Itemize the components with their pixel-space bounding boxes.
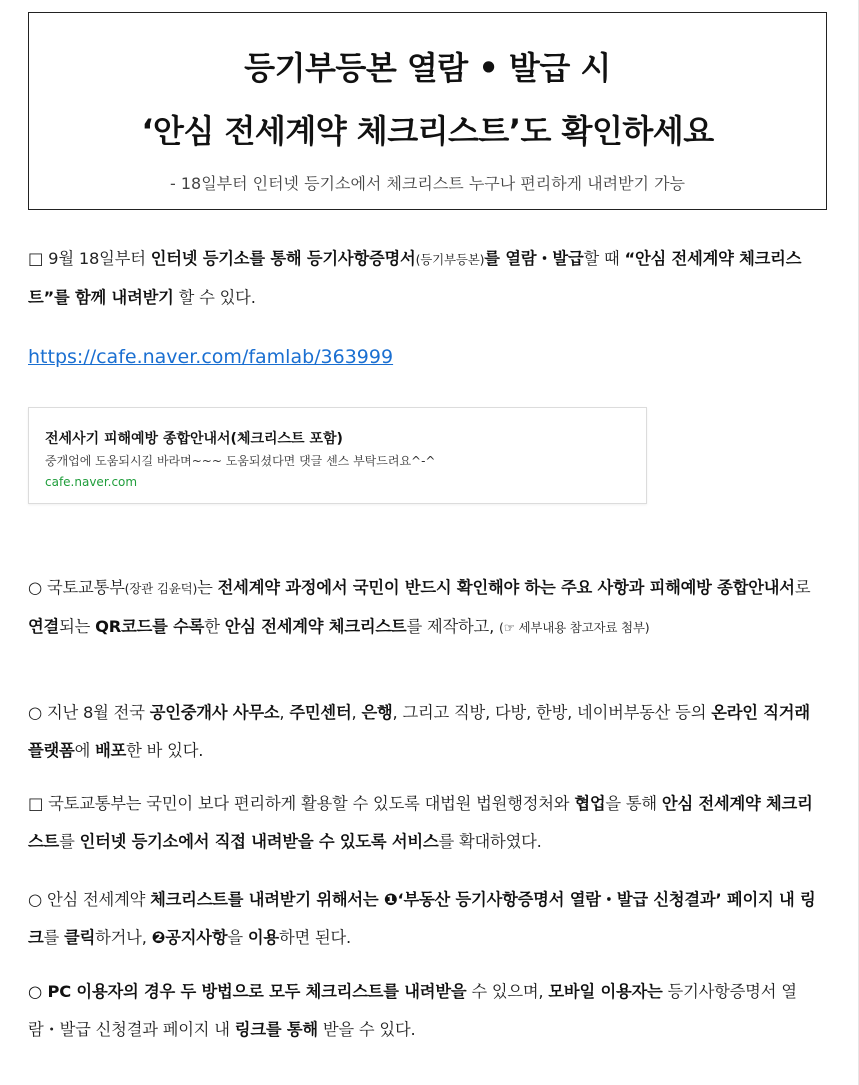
p6-bold-3: 링크를 통해 [234,1020,318,1039]
p5-text-1: ○ 안심 전세계약 [28,890,151,909]
intro-small-1: (등기부등본) [415,252,485,267]
p4-text-1: □ 국토교통부는 국민이 보다 편리하게 활용할 수 있도록 대법원 법원행정처와 [28,794,575,813]
p5-text-5: 하면 된다. [278,928,351,947]
p6-text-1: 수 있으며, [466,982,549,1001]
headline-box [28,12,827,210]
p3-bold-3: 은행 [361,703,393,722]
intro-paragraph [28,240,828,317]
p3-text-4: , 그리고 직방, 다방, 한방, 네이버부동산 등의 [392,703,712,722]
p3-text-1: ○ 지난 8월 전국 [28,703,150,722]
p2-text-5: 한 [204,617,225,636]
headline-line-2: ‘안심 전세계약 체크리스트’도 확인하세요 [141,112,714,150]
headline-subtitle: - 18일부터 인터넷 등기소에서 체크리스트 누구나 편리하게 내려받기 가능 [169,174,686,193]
paragraph-pc-mobile [28,973,828,1049]
intro-bold-1: 인터넷 등기소를 통해 등기사항증명서 [150,249,416,268]
p5-bold-1: 체크리스트를 내려받기 위해서는 ❶‘부동산 등기사항증명서 열람・발급 신청결과’ 페이지 내 링크 [28,890,816,947]
p3-text-5: 에 [74,741,96,760]
p5-bold-2: 클릭 [64,928,96,947]
p3-text-2: , [279,703,290,722]
p6-text-2: 등기사항증명서 열람・발급 신청결과 페이지 내 [28,982,797,1039]
p3-text-6: 한 바 있다. [126,741,204,760]
p3-bold-1: 공인중개사 사무소 [149,703,280,722]
p2-bold-1: 전세계약 과정에서 국민이 반드시 확인해야 하는 주요 사항과 피해예방 종합안내서 [217,578,795,597]
p4-text-2: 을 통해 [605,794,662,813]
link-preview-card[interactable] [28,407,647,504]
p5-text-4: 을 [227,928,248,947]
p2-bold-2: 연결 [28,617,60,636]
card-description: 중개업에 도움되시길 바라며~~~ 도움되셨다면 댓글 센스 부탁드려요^-^ [45,454,436,468]
p6-bold-1: ○ PC 이용자의 경우 두 방법으로 모두 체크리스트를 내려받을 [28,982,467,1001]
intro-text-3: 할 수 있다. [173,288,256,307]
cafe-link[interactable]: https://cafe.naver.com/famlab/363999 [28,346,394,368]
intro-bold-3: “안심 전세계약 체크리스트”를 함께 내려받기 [28,249,802,307]
p2-text-6: 를 제작하고, [406,617,500,636]
p2-text-1: ○ 국토교통부 [28,578,125,597]
p4-bold-1: 협업 [574,794,606,813]
card-domain: cafe.naver.com [45,475,138,489]
intro-bold-2: 를 열람・발급 [484,249,584,268]
paragraph-distribution [28,694,828,770]
p3-bold-2: 주민센터 [289,703,352,722]
p5-bold-4: 이용 [247,928,279,947]
p2-text-4: 되는 [59,617,96,636]
p2-text-3: 로 [794,578,811,597]
headline-line-1: 등기부등본 열람 • 발급 시 [244,49,611,87]
p3-bold-4: 온라인 직거래 플랫폼 [28,703,810,760]
p6-text-3: 받을 수 있다. [317,1020,416,1039]
p4-text-4: 를 확대하였다. [438,832,542,851]
p3-bold-5: 배포 [95,741,127,760]
card-title: 전세사기 피해예방 종합안내서(체크리스트 포함) [45,431,343,447]
p4-bold-3: 인터넷 등기소에서 직접 내려받을 수 있도록 서비스 [79,832,439,851]
p2-small-1: (장관 김윤덕) [124,581,198,596]
paragraph-how-to-download [28,881,828,957]
p2-text-2: 는 [197,578,218,597]
p5-text-3: 하거나, [95,928,152,947]
intro-text-2: 할 때 [583,249,625,268]
paragraph-service-expansion [28,785,828,861]
p6-bold-2: 모바일 이용자는 [548,982,663,1001]
p4-text-3: 를 [59,832,80,851]
p3-text-3: , [351,703,362,722]
p5-text-2: 를 [43,928,65,947]
p4-bold-2: 안심 전세계약 체크리스트 [28,794,813,851]
p2-bold-4: 안심 전세계약 체크리스트 [224,617,407,636]
p2-bold-3: QR코드를 수록 [95,617,205,636]
p5-bold-3: ❷공지사항 [151,928,228,947]
p2-small-2: (☞ 세부내용 참고자료 첨부) [499,620,650,635]
intro-text-1: □ 9월 18일부터 [28,249,151,268]
paragraph-ministry [28,569,828,647]
